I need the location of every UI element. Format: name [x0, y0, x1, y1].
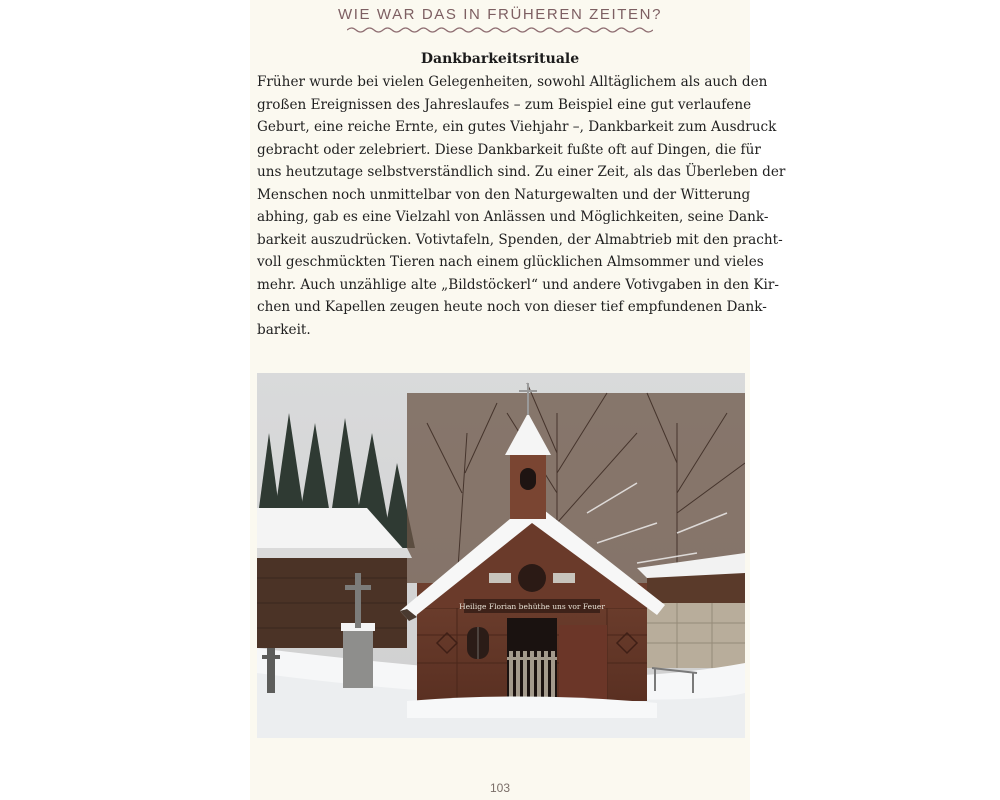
paragraph-line: mehr. Auch unzählige alte „Bildstöckerl“ und andere Votivgaben in den Kir- [257, 276, 779, 293]
paragraph-line: chen und Kapellen zeugen heute noch von dieser tief empfundenen Dank- [257, 299, 767, 315]
paragraph-line: Menschen noch unmittelbar von den Naturgewalten und der Witterung [257, 186, 751, 203]
chapel-photo-illustration [257, 373, 745, 738]
paragraph-line: Früher wurde bei vielen Gelegenheiten, sowohl Alltäglichem als auch den [257, 74, 768, 90]
wavy-rule [347, 26, 653, 34]
chapel-photo [257, 373, 745, 738]
paragraph-line: uns heutzutage selbstverständlich sind. Zu einer Zeit, als das Überleben der [257, 164, 786, 180]
section-title: Dankbarkeitsrituale [420, 51, 580, 67]
page-number: 103 [489, 781, 511, 795]
book-page [250, 0, 786, 800]
paragraph-line: barkeit auszudrücken. Votivtafeln, Spenden, der Almabtrieb mit den pracht- [257, 231, 783, 248]
chapel-inscription: Heilige Florian behüthe uns vor Feuer [459, 602, 605, 611]
paragraph-line: großen Ereignissen des Jahreslaufes – zum Beispiel eine gut verlaufene [257, 96, 752, 113]
running-head: WIE WAR DAS IN FRÜHEREN ZEITEN? [337, 6, 663, 23]
paragraph-line: abhing, gab es eine Vielzahl von Anlässen und Möglichkeiten, seine Dank- [257, 209, 769, 225]
paragraph-line: voll geschmückten Tieren nach einem glücklichen Almsommer und vieles [257, 254, 764, 270]
paragraph-line: Geburt, eine reiche Ernte, ein gutes Viehjahr –, Dankbarkeit zum Ausdruck [257, 119, 777, 135]
body-paragraph [257, 71, 786, 341]
paragraph-line: gebracht oder zelebriert. Diese Dankbarkeit fußte oft auf Dingen, die für [257, 141, 761, 158]
paragraph-line: barkeit. [257, 321, 311, 338]
